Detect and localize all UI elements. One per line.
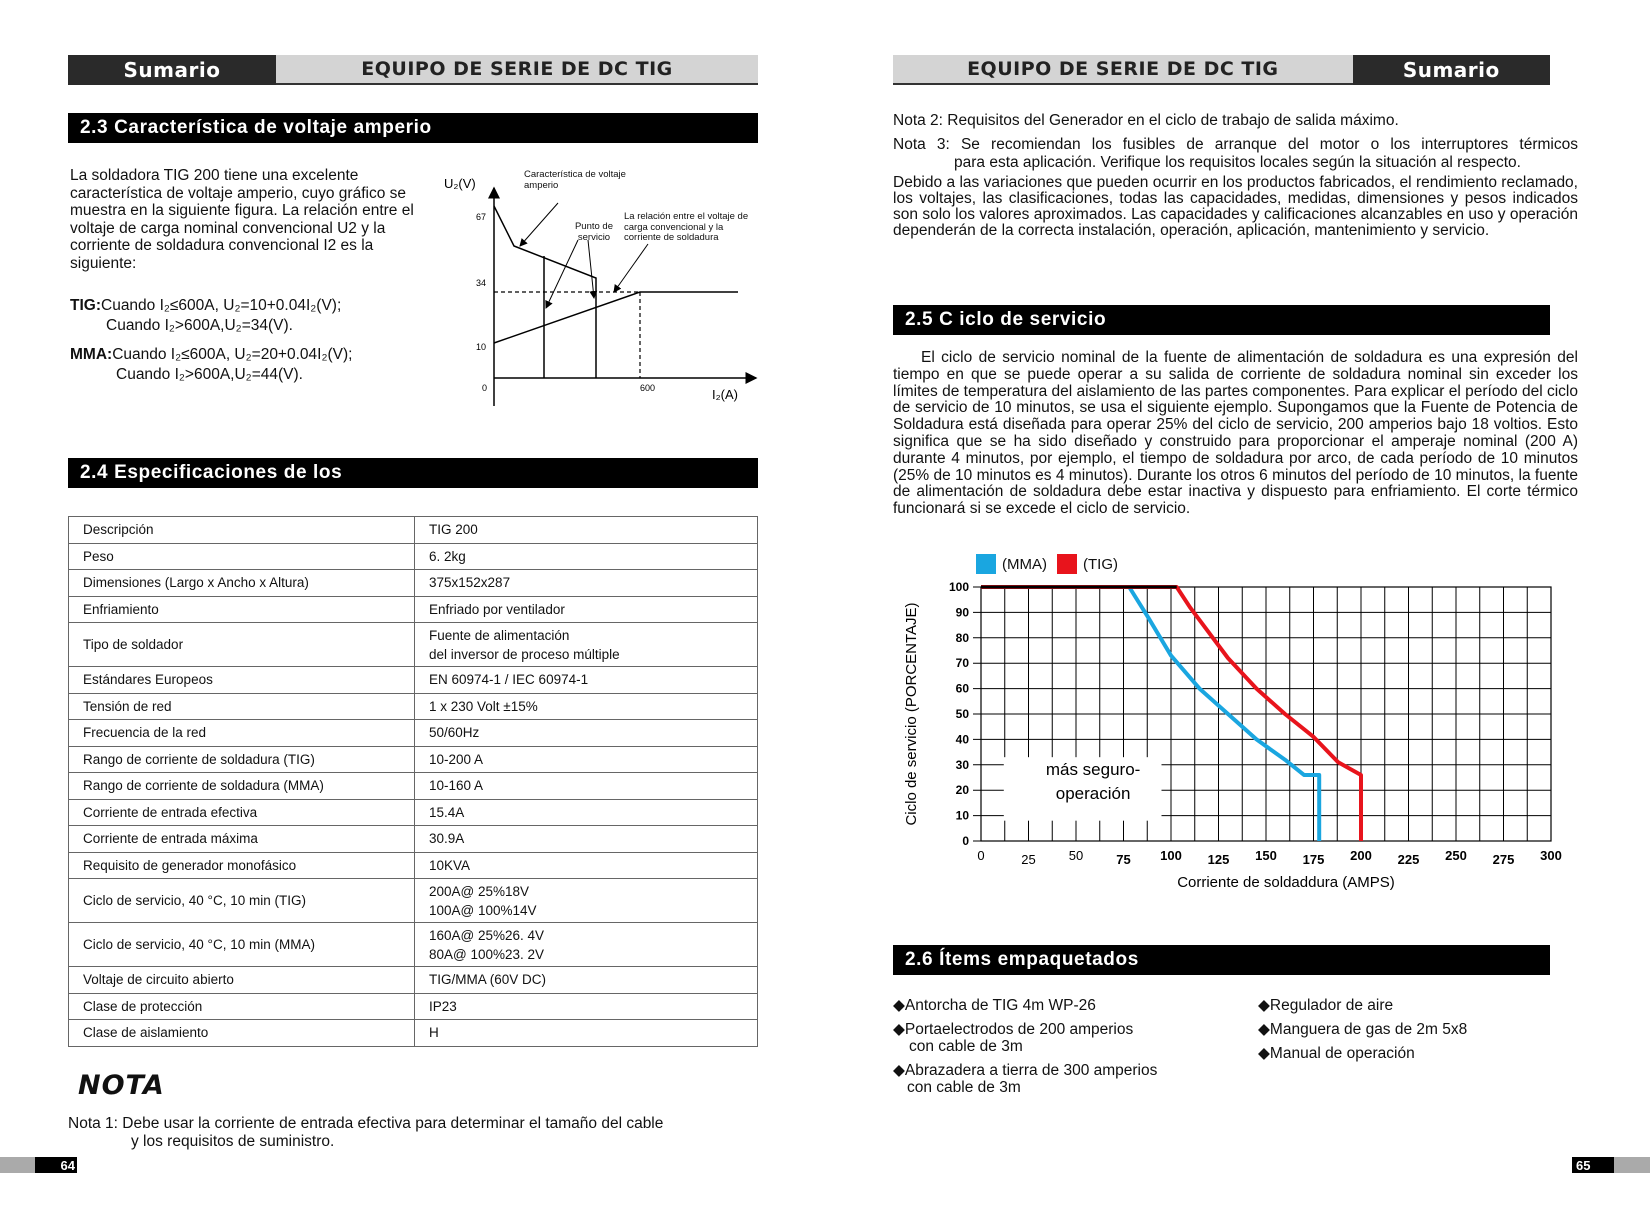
diagram-x-label: I₂(A) — [712, 387, 738, 402]
chart-x-tick: 50 — [1068, 848, 1084, 863]
spec-row — [69, 799, 758, 826]
diagram-label-relation: La relación entre el voltaje de carga convencional y la corriente de soldadura — [624, 212, 749, 243]
diagram-load-line — [494, 292, 738, 343]
nota-1 — [68, 1115, 768, 1151]
spec-row — [69, 667, 758, 694]
spec-row — [69, 543, 758, 570]
spec-row — [69, 570, 758, 597]
item-torch — [893, 997, 1233, 1014]
chart-y-tick: 40 — [955, 732, 969, 747]
packaged-items-col2 — [1258, 997, 1558, 1069]
chart-x-tick: 150 — [1255, 848, 1277, 863]
diagram-y-label: U₂(V) — [444, 176, 476, 191]
nota-3-line1: Nota 3: Se recomiendan los fusibles de arranque del motor o los interruptores térmicos — [893, 136, 1578, 153]
item-earth-clamp — [893, 1062, 1233, 1096]
mma-formula-line1: Cuando I₂≤600A, U₂=20+0.04I₂(V); — [112, 346, 353, 363]
chart-x-tick: 100 — [1160, 848, 1182, 863]
spec-key: Ciclo de servicio, 40 °C, 10 min (TIG) — [69, 879, 415, 923]
nota-title: NOTA — [78, 1070, 165, 1101]
spec-value: IP23 — [415, 993, 758, 1020]
chart-y-tick: 20 — [955, 783, 969, 798]
spec-key: Dimensiones (Largo x Ancho x Altura) — [69, 570, 415, 597]
chart-x-tick: 125 — [1207, 852, 1230, 867]
spec-row — [69, 967, 758, 994]
spec-key: Estándares Europeos — [69, 667, 415, 694]
chart-y-tick: 70 — [955, 656, 969, 671]
spec-value-line1: 200A@ 25%18V — [429, 883, 530, 899]
spec-value — [415, 923, 758, 967]
spec-row — [69, 773, 758, 800]
item-air-regulator: ◆Regulador de aire — [1258, 997, 1394, 1014]
section-2-4-title: 2.4 Especificaciones de los — [68, 458, 758, 488]
right-page — [825, 0, 1650, 1225]
spec-key: Corriente de entrada máxima — [69, 826, 415, 853]
spec-value: 375x152x287 — [415, 570, 758, 597]
nota-1-line1: Nota 1: Debe usar la corriente de entrada efectiva para determinar el tamaño del cable — [68, 1115, 664, 1132]
item-gas-hose: ◆Manguera de gas de 2m 5x8 — [1258, 1021, 1468, 1038]
chart-y-tick: 80 — [955, 630, 969, 645]
page-number-64: 64 — [35, 1157, 77, 1173]
spec-value-line2: del inversor de proceso múltiple — [429, 646, 620, 662]
header-title: EQUIPO DE SERIE DE DC TIG — [276, 55, 758, 85]
chart-safe-label-2: operación — [1055, 784, 1131, 804]
spec-value: Enfriado por ventilador — [415, 596, 758, 623]
page-bar-left — [0, 1157, 35, 1173]
spec-value — [415, 879, 758, 923]
nota-3 — [893, 136, 1578, 171]
spec-value: 30.9A — [415, 826, 758, 853]
header-tab-sumario-right: Sumario — [1353, 55, 1550, 85]
tig-formula-line2: Cuando I₂>600A,U₂=34(V). — [106, 317, 293, 334]
right-header — [893, 55, 1550, 85]
chart-y-tick: 90 — [955, 605, 969, 620]
chart-y-tick: 10 — [955, 808, 969, 823]
chart-x-tick: 250 — [1445, 848, 1467, 863]
chart-y-tick: 100 — [948, 580, 969, 594]
volt-amp-diagram — [438, 168, 758, 408]
spec-row — [69, 993, 758, 1020]
spec-row — [69, 826, 758, 853]
spec-value: 10KVA — [415, 852, 758, 879]
packaged-items-col1 — [893, 997, 1233, 1103]
spec-value-line2: 80A@ 100%23. 2V — [429, 946, 545, 962]
nota-3-line2: para esta aplicación. Verifique los requisitos locales según la situación al respecto. — [954, 153, 1521, 171]
mma-formula — [70, 345, 430, 385]
diagram-label-characteristic: Característica de voltaje amperio — [524, 170, 626, 191]
spec-row — [69, 596, 758, 623]
chart-y-tick: 60 — [955, 681, 969, 696]
variation-paragraph: Debido a las variaciones que pueden ocurrir en los productos fabricados, el rendimiento reclamado, los voltajes, las clasificaciones, todas las capacidades, medidas, dimensiones y pesos indicados son solo los valores aproximados. Las capacidades y calificaciones alcanzables en uso y operación dependerán de la correcta instalación, operación, aplicación, mantenimiento y servicio. — [893, 174, 1578, 239]
legend-tig-swatch — [1057, 554, 1077, 574]
spec-key: Voltaje de circuito abierto — [69, 967, 415, 994]
item-electrode-holder — [893, 1021, 1233, 1055]
diagram-origin: 0 — [482, 383, 488, 393]
chart-x-tick: 275 — [1492, 852, 1515, 867]
item-torch-text: ◆Antorcha de TIG 4m WP-26 — [893, 997, 1096, 1014]
chart-x-tick: 75 — [1116, 852, 1131, 867]
spec-value: 10-160 A — [415, 773, 758, 800]
spec-value-line2: 100A@ 100%14V — [429, 902, 537, 918]
spec-key: Enfriamiento — [69, 596, 415, 623]
spec-table — [68, 516, 758, 1047]
spec-row — [69, 852, 758, 879]
mma-formula-line2: Cuando I₂>600A,U₂=44(V). — [116, 366, 303, 383]
spec-key: Tensión de red — [69, 693, 415, 720]
spec-row — [69, 720, 758, 747]
section-2-3-title: 2.3 Característica de voltaje amperio — [68, 113, 758, 143]
spec-key: Descripción — [69, 517, 415, 544]
diagram-arrow-2 — [546, 240, 578, 308]
diagram-tick-67: 67 — [476, 212, 487, 222]
legend-tig-label: (TIG) — [1083, 555, 1118, 573]
chart-x-tick: 200 — [1350, 848, 1372, 863]
chart-x-tick: 25 — [1021, 852, 1036, 867]
spec-key: Ciclo de servicio, 40 °C, 10 min (MMA) — [69, 923, 415, 967]
spec-value: 15.4A — [415, 799, 758, 826]
spec-row — [69, 517, 758, 544]
header-tab-sumario: Sumario — [68, 55, 276, 85]
chart-legend — [976, 554, 1118, 574]
chart-x-tick: 300 — [1540, 848, 1562, 863]
tig-formula — [70, 296, 430, 336]
duty-cycle-chart — [893, 578, 1573, 898]
chart-safe-label-1: más seguro- — [1045, 759, 1141, 779]
diagram-tick-34: 34 — [476, 278, 487, 288]
spec-key: Peso — [69, 543, 415, 570]
chart-x-tick: 0 — [977, 848, 985, 863]
spec-key: Frecuencia de la red — [69, 720, 415, 747]
tig-label: TIG: — [70, 297, 101, 314]
chart-x-label: Corriente de soldaddura (AMPS) — [1177, 874, 1395, 891]
header-title-right: EQUIPO DE SERIE DE DC TIG — [893, 55, 1353, 85]
spec-key: Corriente de entrada efectiva — [69, 799, 415, 826]
nota-2: Nota 2: Requisitos del Generador en el ciclo de trabajo de salida máximo. — [893, 112, 1399, 129]
chart-y-tick: 30 — [955, 757, 969, 772]
spec-row — [69, 746, 758, 773]
item-manual: ◆Manual de operación — [1258, 1045, 1415, 1062]
diagram-arrow-1 — [520, 203, 558, 246]
tig-formula-line1: Cuando I₂≤600A, U₂=10+0.04I₂(V); — [101, 297, 342, 314]
spec-row — [69, 693, 758, 720]
spec-value: TIG/MMA (60V DC) — [415, 967, 758, 994]
chart-x-tick: 175 — [1302, 852, 1325, 867]
spec-value — [415, 623, 758, 667]
spec-row — [69, 1020, 758, 1047]
spec-key: Tipo de soldador — [69, 623, 415, 667]
diagram-label-point: Punto de servicio — [574, 222, 614, 243]
item-electrode-holder-cable: con cable de 3m — [909, 1038, 1023, 1055]
spec-value: H — [415, 1020, 758, 1047]
section-2-6-title: 2.6 Ítems empaquetados — [893, 945, 1550, 975]
chart-x-tick: 225 — [1397, 852, 1420, 867]
section-2-5-title: 2.5 C iclo de servicio — [893, 305, 1550, 335]
page-bar-right — [1614, 1157, 1650, 1173]
legend-mma-swatch — [976, 554, 996, 574]
spec-value: EN 60974-1 / IEC 60974-1 — [415, 667, 758, 694]
chart-y-label: Ciclo de servicio (PORCENTAJE) — [903, 602, 920, 826]
diagram-tick-10: 10 — [476, 342, 487, 352]
nota-1-line2: y los requisitos de suministro. — [131, 1133, 335, 1150]
chart-y-tick: 50 — [955, 707, 969, 721]
page-number-65: 65 — [1572, 1157, 1614, 1173]
item-earth-clamp-text: ◆Abrazadera a tierra de 300 amperios — [893, 1062, 1158, 1079]
spec-value-line1: 160A@ 25%26. 4V — [429, 927, 545, 943]
spec-key: Requisito de generador monofásico — [69, 852, 415, 879]
left-header — [68, 55, 758, 85]
spec-value: 50/60Hz — [415, 720, 758, 747]
spec-key: Rango de corriente de soldadura (MMA) — [69, 773, 415, 800]
section-2-3-paragraph: La soldadora TIG 200 tiene una excelente característica de voltaje amperio, cuyo gráfico se muestra en la siguiente figura. La relación entre el voltaje de carga nominal convencional U2 y la corriente de soldadura convencional I2 es la siguiente: — [70, 167, 414, 272]
diagram-tick-600: 600 — [640, 383, 656, 393]
item-electrode-holder-text: ◆Portaelectrodos de 200 amperios — [893, 1021, 1134, 1038]
spec-value: 1 x 230 Volt ±15% — [415, 693, 758, 720]
spec-value: TIG 200 — [415, 517, 758, 544]
chart-y-tick: 0 — [962, 834, 969, 848]
spec-value-line1: Fuente de alimentación — [429, 627, 570, 643]
spec-key: Clase de protección — [69, 993, 415, 1020]
spec-row — [69, 923, 758, 967]
item-earth-clamp-cable: con cable de 3m — [907, 1079, 1021, 1096]
spec-value: 6. 2kg — [415, 543, 758, 570]
spec-key: Rango de corriente de soldadura (TIG) — [69, 746, 415, 773]
spec-value: 10-200 A — [415, 746, 758, 773]
legend-mma-label: (MMA) — [1002, 555, 1047, 573]
spec-row — [69, 879, 758, 923]
spec-key: Clase de aislamiento — [69, 1020, 415, 1047]
spec-row — [69, 623, 758, 667]
mma-label: MMA: — [70, 346, 113, 363]
section-2-5-paragraph: El ciclo de servicio nominal de la fuente de alimentación de soldadura es una expresión del tiempo en que se puede operar a su salida de corriente de soldadura nominal sin exceder los límites de temperatura del aislamiento de las partes componentes. Para explicar el período del ciclo de servicio de 10 minutos, se usa el siguiente ejemplo. Supongamos que la Fuente de Potencia de Soldadura está diseñada para operar 25% del ciclo de servicio, 200 amperios bajo 18 voltios. Esto significa que se ha sido diseñado y construido para proporcionar el amperaje nominal (200 A) durante 4 minutos, por ejemplo, el tiempo de soldadura por arco, de cada período de 10 minutos (25% de 10 minutos es 4 minutos). Durante los otros 6 minutos del período de 10 minutos, la fuente de alimentación de soldadura debe estar inactiva y dispuesto para enfriamiento. El corte térmico funcionará si se excede el ciclo de servicio. — [893, 349, 1578, 518]
